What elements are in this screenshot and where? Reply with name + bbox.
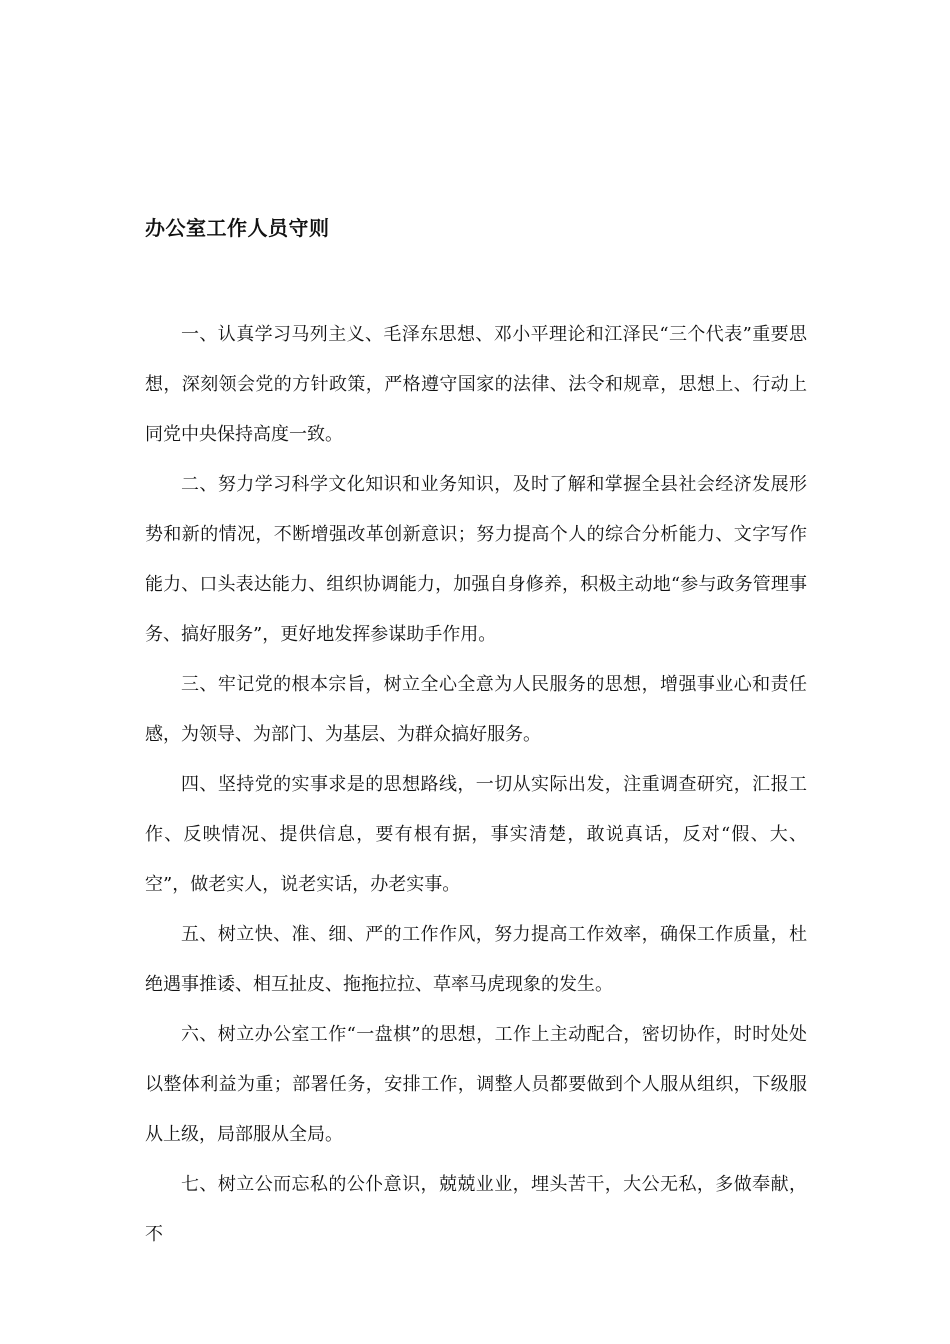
document-title: 办公室工作人员守则 bbox=[145, 216, 330, 240]
clause-3: 三、牢记党的根本宗旨，树立全心全意为人民服务的思想，增强事业心和责任感，为领导、为部门、为基层、为群众搞好服务。 bbox=[145, 674, 807, 745]
clause-7: 七、树立公而忘私的公仆意识，兢兢业业，埋头苦干，大公无私，多做奉献，不 bbox=[145, 1174, 807, 1245]
clause-4: 四、坚持党的实事求是的思想路线，一切从实际出发，注重调查研究，汇报工作、反映情况、提供信息，要有根有据，事实清楚，敢说真话，反对“假、大、空”，做老实人，说老实话，办老实事。 bbox=[145, 774, 807, 895]
clause-2: 二、努力学习科学文化知识和业务知识，及时了解和掌握全县社会经济发展形势和新的情况，不断增强改革创新意识；努力提高个人的综合分析能力、文字写作能力、口头表达能力、组织协调能力，加强自身修养，积极主动地“参与政务管理事务、搞好服务”，更好地发挥参谋助手作用。 bbox=[145, 474, 807, 645]
clause-6: 六、树立办公室工作“一盘棋”的思想，工作上主动配合，密切协作，时时处处以整体利益为重；部署任务，安排工作，调整人员都要做到个人服从组织，下级服从上级，局部服从全局。 bbox=[145, 1024, 807, 1145]
clause-1: 一、认真学习马列主义、毛泽东思想、邓小平理论和江泽民“三个代表”重要思想，深刻领会党的方针政策，严格遵守国家的法律、法令和规章，思想上、行动上同党中央保持高度一致。 bbox=[145, 324, 807, 445]
clause-list bbox=[145, 310, 807, 1260]
clause-5: 五、树立快、准、细、严的工作作风，努力提高工作效率，确保工作质量，杜绝遇事推诿、相互扯皮、拖拖拉拉、草率马虎现象的发生。 bbox=[145, 924, 807, 995]
